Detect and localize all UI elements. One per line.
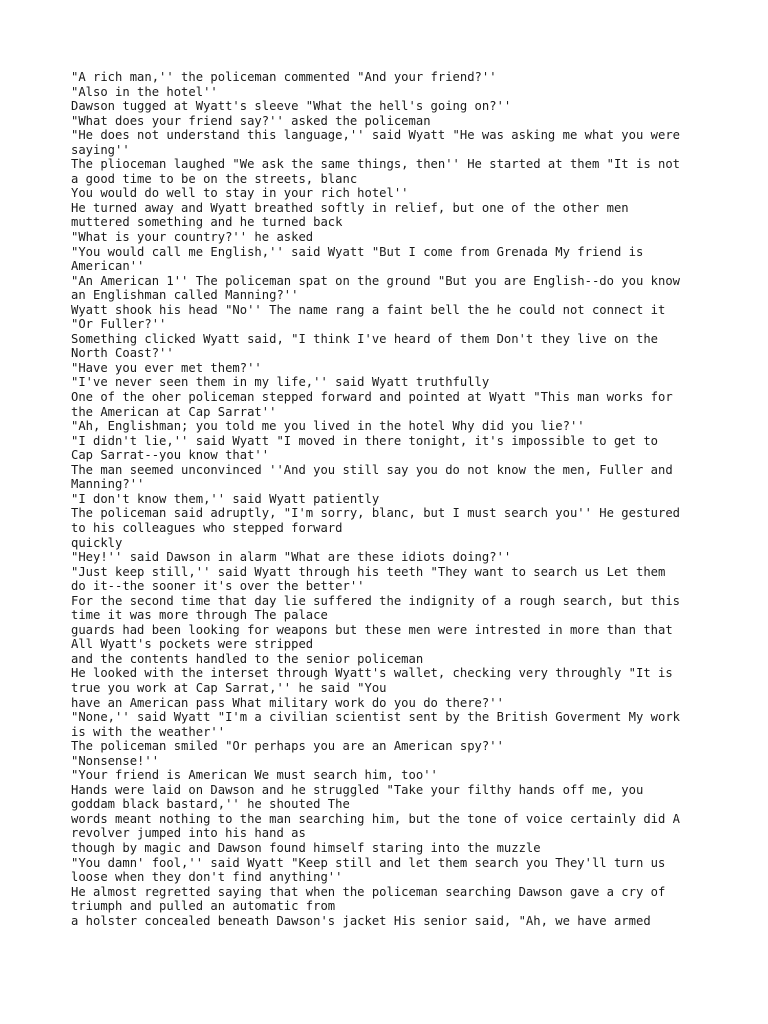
text-line: an Englishman called Manning?''	[71, 288, 299, 303]
text-line: a good time to be on the streets, blanc	[71, 171, 358, 186]
document-body	[71, 70, 711, 928]
text-line: "I didn't lie,'' said Wyatt "I moved in there tonight, it's impossible to get to	[71, 433, 658, 448]
text-line: triumph and pulled an automatic from	[71, 899, 336, 914]
text-line: The man seemed unconvinced ''And you still say you do not know the men, Fuller and	[71, 462, 673, 477]
text-line: have an American pass What military work do you do there?''	[71, 695, 504, 710]
text-line: The plioceman laughed "We ask the same things, then'' He started at them "It is not	[71, 157, 681, 172]
text-line: loose when they don't find anything''	[71, 870, 343, 885]
text-line: "I don't know them,'' said Wyatt patiently	[71, 491, 380, 506]
text-line: the American at Cap Sarrat''	[71, 404, 277, 419]
text-line: "Have you ever met them?''	[71, 360, 262, 375]
text-line: Dawson tugged at Wyatt's sleeve "What the hell's going on?''	[71, 99, 512, 114]
text-line: The policeman smiled "Or perhaps you are an American spy?''	[71, 739, 504, 754]
text-line: true you work at Cap Sarrat,'' he said "You	[71, 680, 387, 695]
text-line: "Your friend is American We must search him, too''	[71, 768, 438, 783]
text-line: and the contents handled to the senior policeman	[71, 651, 424, 666]
text-line: quickly	[71, 535, 123, 550]
text-line: is with the weather''	[71, 724, 226, 739]
text-line: Something clicked Wyatt said, "I think I've heard of them Don't they live on the	[71, 331, 658, 346]
text-line: "What does your friend say?'' asked the policeman	[71, 113, 431, 128]
text-line: muttered something and he turned back	[71, 215, 343, 230]
text-line: "He does not understand this language,'' said Wyatt "He was asking me what you were	[71, 128, 681, 143]
text-line: The policeman said adruptly, "I'm sorry, blanc, but I must search you'' He gestured	[71, 506, 681, 521]
text-line: saying''	[71, 142, 130, 157]
text-line: time it was more through The palace	[71, 608, 328, 623]
text-line: North Coast?''	[71, 346, 174, 361]
text-line: He looked with the interset through Wyatt's wallet, checking very throughly "It is	[71, 666, 673, 681]
text-line: goddam black bastard,'' he shouted The	[71, 797, 350, 812]
text-line: Manning?''	[71, 477, 145, 492]
text-line: words meant nothing to the man searching him, but the tone of voice certainly did A	[71, 811, 681, 826]
text-line: You would do well to stay in your rich hotel''	[71, 186, 409, 201]
text-line: "Hey!'' said Dawson in alarm "What are these idiots doing?''	[71, 550, 512, 565]
text-line: "Ah, Englishman; you told me you lived in the hotel Why did you lie?''	[71, 419, 585, 434]
text-line: "You damn' fool,'' said Wyatt "Keep still and let them search you They'll turn us	[71, 855, 666, 870]
text-line: a holster concealed beneath Dawson's jacket His senior said, "Ah, we have armed	[71, 913, 651, 928]
text-line: guards had been looking for weapons but these men were intrested in more than that	[71, 622, 673, 637]
text-line: "Nonsense!''	[71, 753, 160, 768]
text-line: He turned away and Wyatt breathed softly in relief, but one of the other men	[71, 200, 629, 215]
text-line: "Or Fuller?''	[71, 317, 167, 332]
text-line: to his colleagues who stepped forward	[71, 520, 343, 535]
text-line: Cap Sarrat--you know that''	[71, 448, 270, 463]
text-line: "None,'' said Wyatt "I'm a civilian scientist sent by the British Goverment My work	[71, 710, 681, 725]
text-line: "You would call me English,'' said Wyatt "But I come from Grenada My friend is	[71, 244, 644, 259]
text-line: revolver jumped into his hand as	[71, 826, 306, 841]
text-line: Hands were laid on Dawson and he struggled "Take your filthy hands off me, you	[71, 782, 644, 797]
text-line: All Wyatt's pockets were stripped	[71, 637, 314, 652]
text-line: He almost regretted saying that when the policeman searching Dawson gave a cry of	[71, 884, 666, 899]
text-line: "What is your country?'' he asked	[71, 230, 314, 245]
text-line: American''	[71, 259, 145, 274]
text-line: though by magic and Dawson found himself staring into the muzzle	[71, 840, 541, 855]
text-line: Wyatt shook his head "No'' The name rang a faint bell the he could not connect it	[71, 302, 666, 317]
text-line: "Also in the hotel''	[71, 84, 218, 99]
text-line: "I've never seen them in my life,'' said Wyatt truthfully	[71, 375, 490, 390]
text-line: do it--the sooner it's over the better''	[71, 579, 365, 594]
text-line: "An American 1'' The policeman spat on the ground "But you are English--do you know	[71, 273, 681, 288]
text-line: For the second time that day lie suffered the indignity of a rough search, but this	[71, 593, 681, 608]
text-line: "A rich man,'' the policeman commented "And your friend?''	[71, 70, 497, 84]
text-line: One of the oher policeman stepped forward and pointed at Wyatt "This man works for	[71, 390, 673, 405]
text-line: "Just keep still,'' said Wyatt through his teeth "They want to search us Let them	[71, 564, 666, 579]
